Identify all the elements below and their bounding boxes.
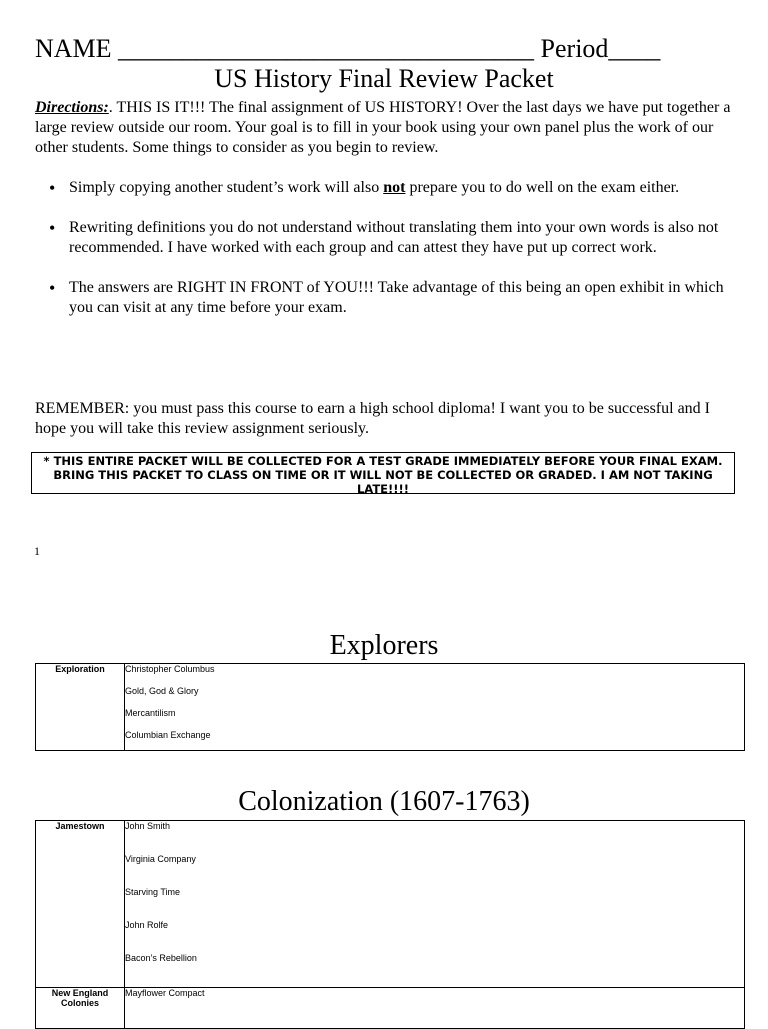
topic-cell: New England Colonies: [36, 988, 125, 1029]
section-title-explorers: Explorers: [329, 630, 439, 661]
term: Christopher Columbus: [125, 664, 215, 674]
section-title-colonization: Colonization (1607-1763): [238, 786, 530, 817]
terms-cell[interactable]: [125, 821, 745, 988]
list-item: [35, 278, 735, 318]
bullet-text: The answers are RIGHT IN FRONT of YOU!!! Take advantage of this being an open exhibit in which you can visit at any time before your exam.: [69, 279, 724, 316]
term: John Rolfe: [125, 920, 169, 930]
term: Starving Time: [125, 887, 181, 897]
table-row: [36, 821, 745, 988]
term: Columbian Exchange: [125, 730, 211, 740]
bullet-text: prepare you to do well on the exam either.: [405, 179, 680, 196]
directions-paragraph: [35, 98, 735, 158]
term: Bacon’s Rebellion: [125, 953, 197, 963]
term: Mercantilism: [125, 708, 176, 718]
page-title: US History Final Review Packet: [214, 64, 554, 93]
topic-cell: Exploration: [36, 664, 125, 751]
term: Gold, God & Glory: [125, 686, 199, 696]
page-number: 1: [34, 544, 40, 558]
emphasis-not: not: [383, 179, 406, 196]
bullet-text: Rewriting definitions you do not understand without translating them into your own words is also not recommended. I have worked with each group and can attest they have put up correct work.: [69, 219, 719, 256]
table-row: [36, 988, 745, 1029]
bullet-text: Simply copying another student’s work will also: [69, 179, 384, 196]
term: John Smith: [125, 821, 171, 831]
remember-paragraph: REMEMBER: you must pass this course to earn a high school diploma! I want you to be successful and I hope you will take this review assignment seriously.: [35, 400, 711, 437]
terms-cell[interactable]: [125, 988, 745, 1029]
directions-text: . THIS IS IT!!! The final assignment of US HISTORY! Over the last days we have put together a large review outside our room. Your goal is to fill in your book using your own panel plus the work of our other students. Some things to consider as you begin to review.: [35, 99, 731, 156]
term: Virginia Company: [125, 854, 196, 864]
collection-notice: * THIS ENTIRE PACKET WILL BE COLLECTED FOR A TEST GRADE IMMEDIATELY BEFORE YOUR FINAL EXAM. BRING THIS PACKET TO CLASS ON TIME OR IT WILL NOT BE COLLECTED OR GRADED. I AM NOT TAKING LATE!!!!: [31, 452, 735, 494]
name-period-line[interactable]: NAME ________________________________ Period____: [35, 34, 661, 63]
advice-list: [35, 178, 735, 338]
list-item: [35, 178, 735, 198]
term: Mayflower Compact: [125, 988, 205, 998]
table-row: [36, 664, 745, 751]
colonization-table: [35, 820, 745, 1029]
directions-label: Directions:: [35, 99, 109, 116]
topic-cell: Jamestown: [36, 821, 125, 988]
list-item: [35, 218, 735, 258]
terms-cell[interactable]: [125, 664, 745, 751]
explorers-table: [35, 663, 745, 751]
